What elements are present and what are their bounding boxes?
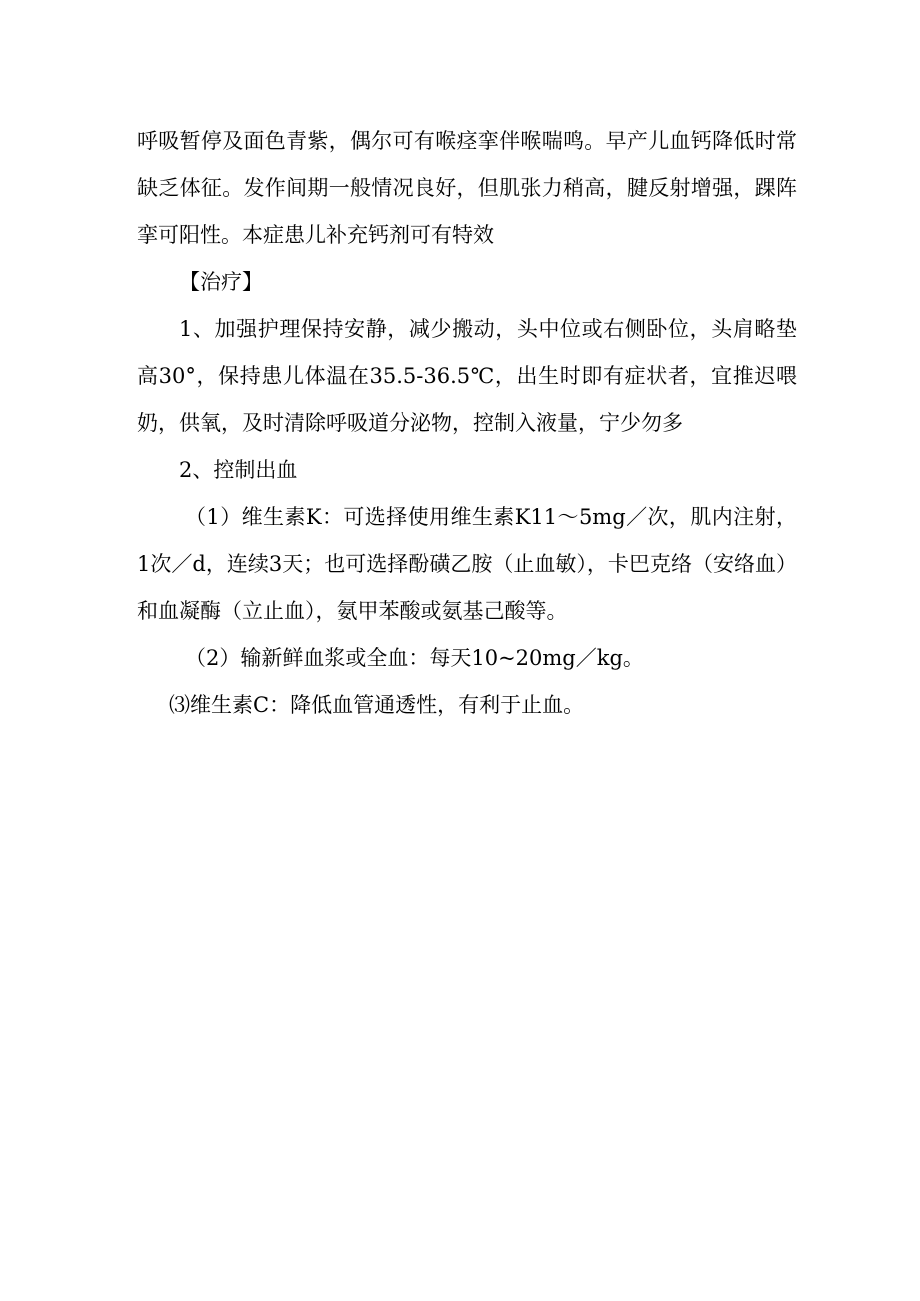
paragraph-treatment-2: 2、控制出血 — [179, 458, 298, 482]
paragraph-treatment-1: 1、加强护理保持安静，减少搬动，头中位或右侧卧位，头肩略垫高30°，保持患儿体温在35.5-36.5℃，出生时即有症状者，宜推迟喂奶，供氧，及时清除呼吸道分泌物，控制入液量，宁少勿多 — [137, 317, 797, 435]
paragraph-plasma: （2）输新鲜血浆或全血：每天10~20mg／kg。 — [185, 646, 644, 670]
paragraph-vitamin-c: ⑶维生素C：降低血管通透性，有利于止血。 — [169, 693, 585, 717]
document-page — [137, 118, 797, 729]
paragraph-symptoms: 呼吸暂停及面色青紫，偶尔可有喉痉挛伴喉喘鸣。早产儿血钙降低时常缺乏体征。发作间期一般情况良好，但肌张力稍高，腱反射增强，踝阵挛可阳性。本症患儿补充钙剂可有特效 — [137, 129, 797, 247]
paragraph-vitamin-k: （1）维生素K：可选择使用维生素K11～5mg／次，肌内注射，1次／d，连续3天；也可选择酚磺乙胺（止血敏），卡巴克络（安络血）和血凝酶（立止血），氨甲苯酸或氨基己酸等。 — [137, 505, 797, 623]
section-heading-treatment: 【治疗】 — [179, 270, 263, 294]
